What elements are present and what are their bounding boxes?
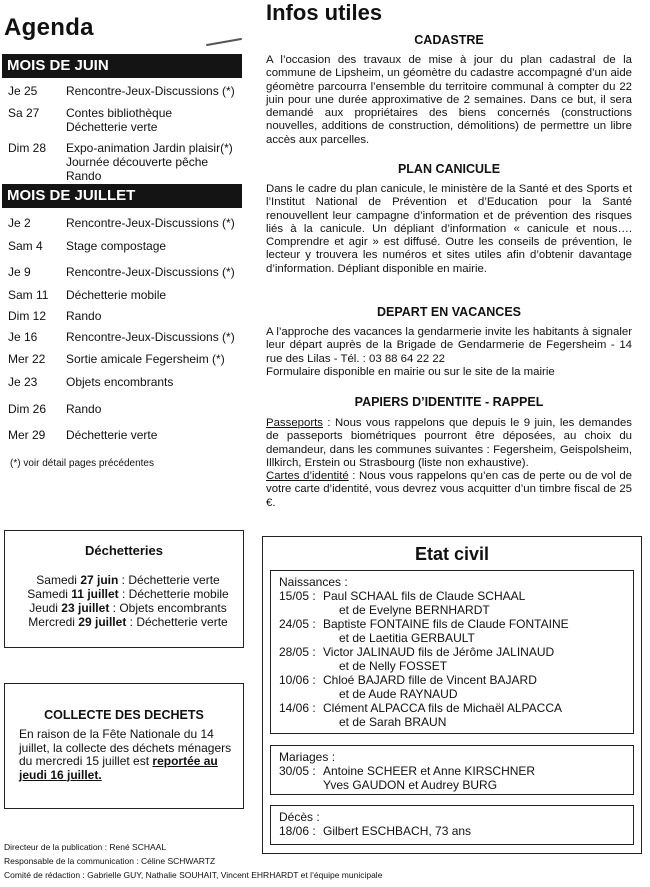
- collecte-box: [4, 683, 244, 809]
- box-title: COLLECTE DES DECHETS: [44, 708, 204, 722]
- month-header-juin: MOIS DE JUIN: [2, 54, 242, 78]
- event-day: Je 23: [8, 375, 38, 389]
- agenda-event: [8, 141, 244, 183]
- paragraph-text: Dans le cadre du plan canicule, le ministère de la Santé et des Sports et l’Institut National de Prévention et d’Education pour la Santé renouvellent leur campagne d’information et de prévention des risques liés à la canicule. Un dépliant d’information « canicule et nous…. Comprendre et agir » est diffusé. Outre les conseils de prévention, le lecteur y trouvera les numéros et sites utiles afin d’obtenir davantage d’information. Dépliant disponible en mairie.: [266, 183, 632, 275]
- dechetterie-line: Samedi 11 juillet : Déchetterie mobile: [27, 587, 229, 601]
- deces-box: Décès : 18/06 : Gilbert ESCHBACH, 73 ans: [270, 805, 634, 845]
- box-title: Déchetteries: [84, 543, 164, 558]
- event-day: Je 25: [8, 84, 38, 98]
- event-text: Rencontre-Jeux-Discussions (*): [66, 84, 235, 98]
- event-text: Rando: [66, 309, 102, 323]
- dechetterie-line: Mercredi 29 juillet : Déchetterie verte: [28, 615, 228, 629]
- deces-label: Décès :: [279, 810, 320, 824]
- month-header-juillet: MOIS DE JUILLET: [2, 184, 242, 208]
- infos-title: Infos utiles: [266, 0, 383, 25]
- event-day: Sam 4: [8, 239, 43, 253]
- event-text: Objets encombrants: [66, 375, 174, 389]
- section-heading-identite: PAPIERS D’IDENTITE - RAPPEL: [354, 395, 544, 409]
- event-day: Dim 26: [8, 402, 47, 416]
- naissances-box: Naissances : 15/05 : Paul SCHAAL fils de Claude SCHAAL et de Evelyne BERNHARDT 24/05 : Baptiste FONTAINE fils de Claude FONTAINE et de Laetitia GERBAULT 28/05 : Victor JALINAUD fils de Jérôme JALINAUD et de Nelly FOSSET 10/06 : Chloé BAJARD fille de Vincent BAJARD et de Aude RAYNAUD 14/06 : Clément ALPACCA fils de Michaël ALPACCA et de Sarah BRAUN: [270, 570, 634, 734]
- collecte-highlight: reportée au jeudi 16 juillet.: [19, 754, 218, 782]
- cartes-label: Cartes d’identité: [266, 470, 349, 483]
- event-day: Je 2: [8, 216, 31, 230]
- paragraph-vacances: [266, 326, 632, 379]
- section-heading-vacances: DEPART EN VACANCES: [377, 305, 521, 319]
- event-day: Mer 22: [8, 352, 46, 366]
- event-text: Déchetterie verte: [66, 428, 158, 442]
- event-text: Rencontre-Jeux-Discussions (*): [66, 330, 235, 344]
- paragraph-cadastre: [266, 54, 632, 147]
- section-heading-cadastre: CADASTRE: [414, 33, 484, 47]
- credit-line: Comité de rédaction : Gabrielle GUY, Nathalie SOUHAIT, Vincent EHRHARDT et l’équipe municipale: [4, 870, 383, 880]
- event-day: Dim 28: [8, 141, 47, 155]
- event-text: Sortie amicale Fegersheim (*): [66, 352, 225, 366]
- event-day: Mer 29: [8, 428, 46, 442]
- agenda-title: Agenda: [4, 14, 94, 41]
- passeports-label: Passeports: [266, 417, 323, 429]
- decorative-divider: [206, 38, 242, 46]
- paragraph-identite: [266, 417, 632, 510]
- paragraph-text: Formulaire disponible en mairie ou sur le site de la mairie: [266, 365, 555, 378]
- event-text: Rando: [66, 169, 102, 183]
- event-day: Je 16: [8, 330, 38, 344]
- credit-line: Directeur de la publication : René SCHAAL: [4, 842, 167, 852]
- mariages-label: Mariages :: [279, 750, 336, 764]
- event-text: Journée découverte pêche: [66, 155, 209, 169]
- paragraph-text: A l’occasion des travaux de mise à jour du plan cadastral de la commune de Lipsheim, un géomètre du cadastre accompagné d’un aide géomètre parcourra l’ensemble du territoire communal à compter du 22 juin pour une durée approximative de 2 semaines. Dans ce but, il sera demandé aux propriétaires des biens concernés (constructions nouvelles, additions de construction, démolitions) de permettre un libre accès aux parcelles.: [266, 54, 632, 146]
- section-heading-canicule: PLAN CANICULE: [397, 162, 501, 176]
- event-text: Rencontre-Jeux-Discussions (*): [66, 216, 235, 230]
- paragraph-canicule: [266, 183, 632, 276]
- mariages-box: Mariages : 30/05 : Antoine SCHEER et Anne KIRSCHNER Yves GAUDON et Audrey BURG: [270, 745, 634, 795]
- event-day: Je 9: [8, 265, 31, 279]
- event-text: Stage compostage: [66, 239, 167, 253]
- paragraph-text: A l’approche des vacances la gendarmerie invite les habitants à signaler leur départ auprès de la Brigade de Gendarmerie de Fegersheim - 14 rue des Lilas - Tél. : 03 88 64 22 22: [266, 326, 632, 365]
- event-text: Contes bibliothèque: [66, 106, 173, 120]
- event-text: Expo-animation Jardin plaisir(*): [66, 141, 233, 155]
- paragraph-text: : Nous vous rappelons qu’en cas de perte ou de vol de votre carte d’identité, vous devrez vous acquitter d’un timbre fiscal de 25 €.: [266, 470, 632, 509]
- dechetteries-box: [4, 530, 244, 648]
- agenda-footnote: (*) voir détail pages précédentes: [10, 458, 154, 469]
- event-text: Déchetterie mobile: [66, 288, 167, 302]
- dechetterie-line: Jeudi 23 juillet : Objets encombrants: [29, 601, 227, 615]
- etat-civil-title: Etat civil: [414, 544, 490, 564]
- paragraph-text: : Nous vous rappelons que depuis le 9 juin, les demandes de passeports biométriques pourront être déposées, au choix du demandeur, dans les communes suivantes : Fegersheim, Geispolsheim, Illkirch, Erstein ou Strasbourg (liste non exhaustive).: [266, 417, 632, 469]
- credit-line: Responsable de la communication : Céline SCHWARTZ: [4, 856, 216, 866]
- event-day: Dim 12: [8, 309, 47, 323]
- agenda-event: [8, 106, 244, 134]
- collecte-text: En raison de la Fête Nationale du 14 juillet, la collecte des déchets ménagers du mercredi 15 juillet est reportée au jeudi 16 juillet.: [19, 727, 232, 782]
- dechetterie-line: Samedi 27 juin : Déchetterie verte: [36, 573, 220, 587]
- event-day: Sam 11: [8, 288, 49, 302]
- naissances-label: Naissances :: [279, 575, 348, 589]
- event-text: Rando: [66, 402, 102, 416]
- event-day: Sa 27: [8, 106, 40, 120]
- event-text: Rencontre-Jeux-Discussions (*): [66, 265, 235, 279]
- event-text: Déchetterie verte: [66, 120, 158, 134]
